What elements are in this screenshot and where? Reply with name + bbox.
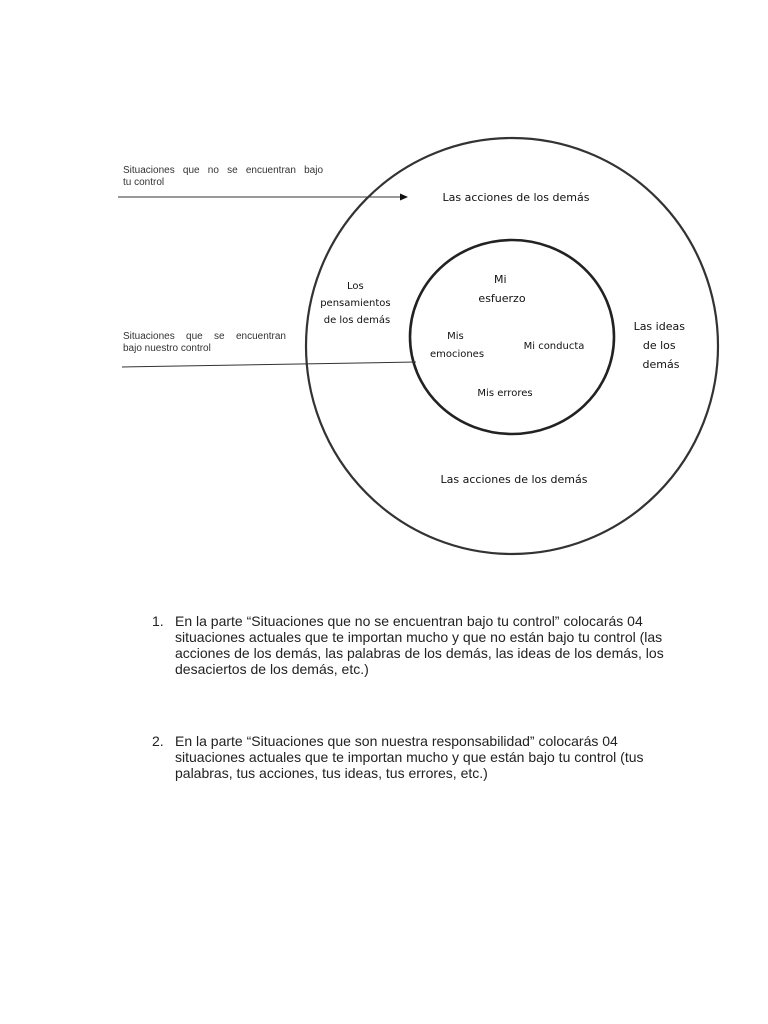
pointer-label-line: bajo nuestro control	[123, 343, 211, 354]
pointer-label-line: Situaciones que se encuentran	[123, 331, 286, 342]
instruction-item	[152, 613, 672, 677]
outer-right-label: Las ideas de los demás	[633, 320, 685, 371]
outer-left-label: Los pensamientos de los demás	[320, 281, 391, 326]
outer-top-label: Las acciones de los demás	[442, 191, 590, 204]
outer-bottom-label: Las acciones de los demás	[440, 473, 588, 486]
instruction-number: 2.	[152, 733, 164, 749]
inner-top-label: Mi esfuerzo	[478, 273, 526, 305]
inner-bottom-label: Mis errores	[477, 388, 533, 399]
arrowhead-icon	[400, 194, 408, 201]
inner-right-label: Mi conducta	[523, 341, 585, 352]
instruction-item	[152, 733, 672, 781]
instruction-number: 1.	[152, 613, 164, 629]
pointer-label-line: Situaciones que no se encuentran bajo	[123, 165, 323, 176]
pointer-label-controlled	[123, 331, 286, 355]
pointer-line-controlled	[122, 362, 416, 367]
instructions-list	[152, 613, 672, 781]
inner-circle	[410, 240, 614, 434]
inner-left-label: Mis emociones	[429, 331, 485, 360]
pointer-label-line: tu control	[123, 177, 165, 188]
instruction-text: En la parte “Situaciones que no se encuentran bajo tu control” colocarás 04 situaciones actuales que te importan mucho y que no están bajo tu control (las acciones de los demás, las palabras de los demás, las ideas de los demás, los desaciertos de los demás, etc.)	[175, 613, 664, 677]
instruction-text: En la parte “Situaciones que son nuestra responsabilidad” colocarás 04 situaciones actuales que te importan mucho y que están bajo tu control (tus palabras, tus acciones, tus ideas, tus errores, etc.)	[175, 733, 644, 781]
pointer-label-uncontrolled	[123, 165, 323, 189]
